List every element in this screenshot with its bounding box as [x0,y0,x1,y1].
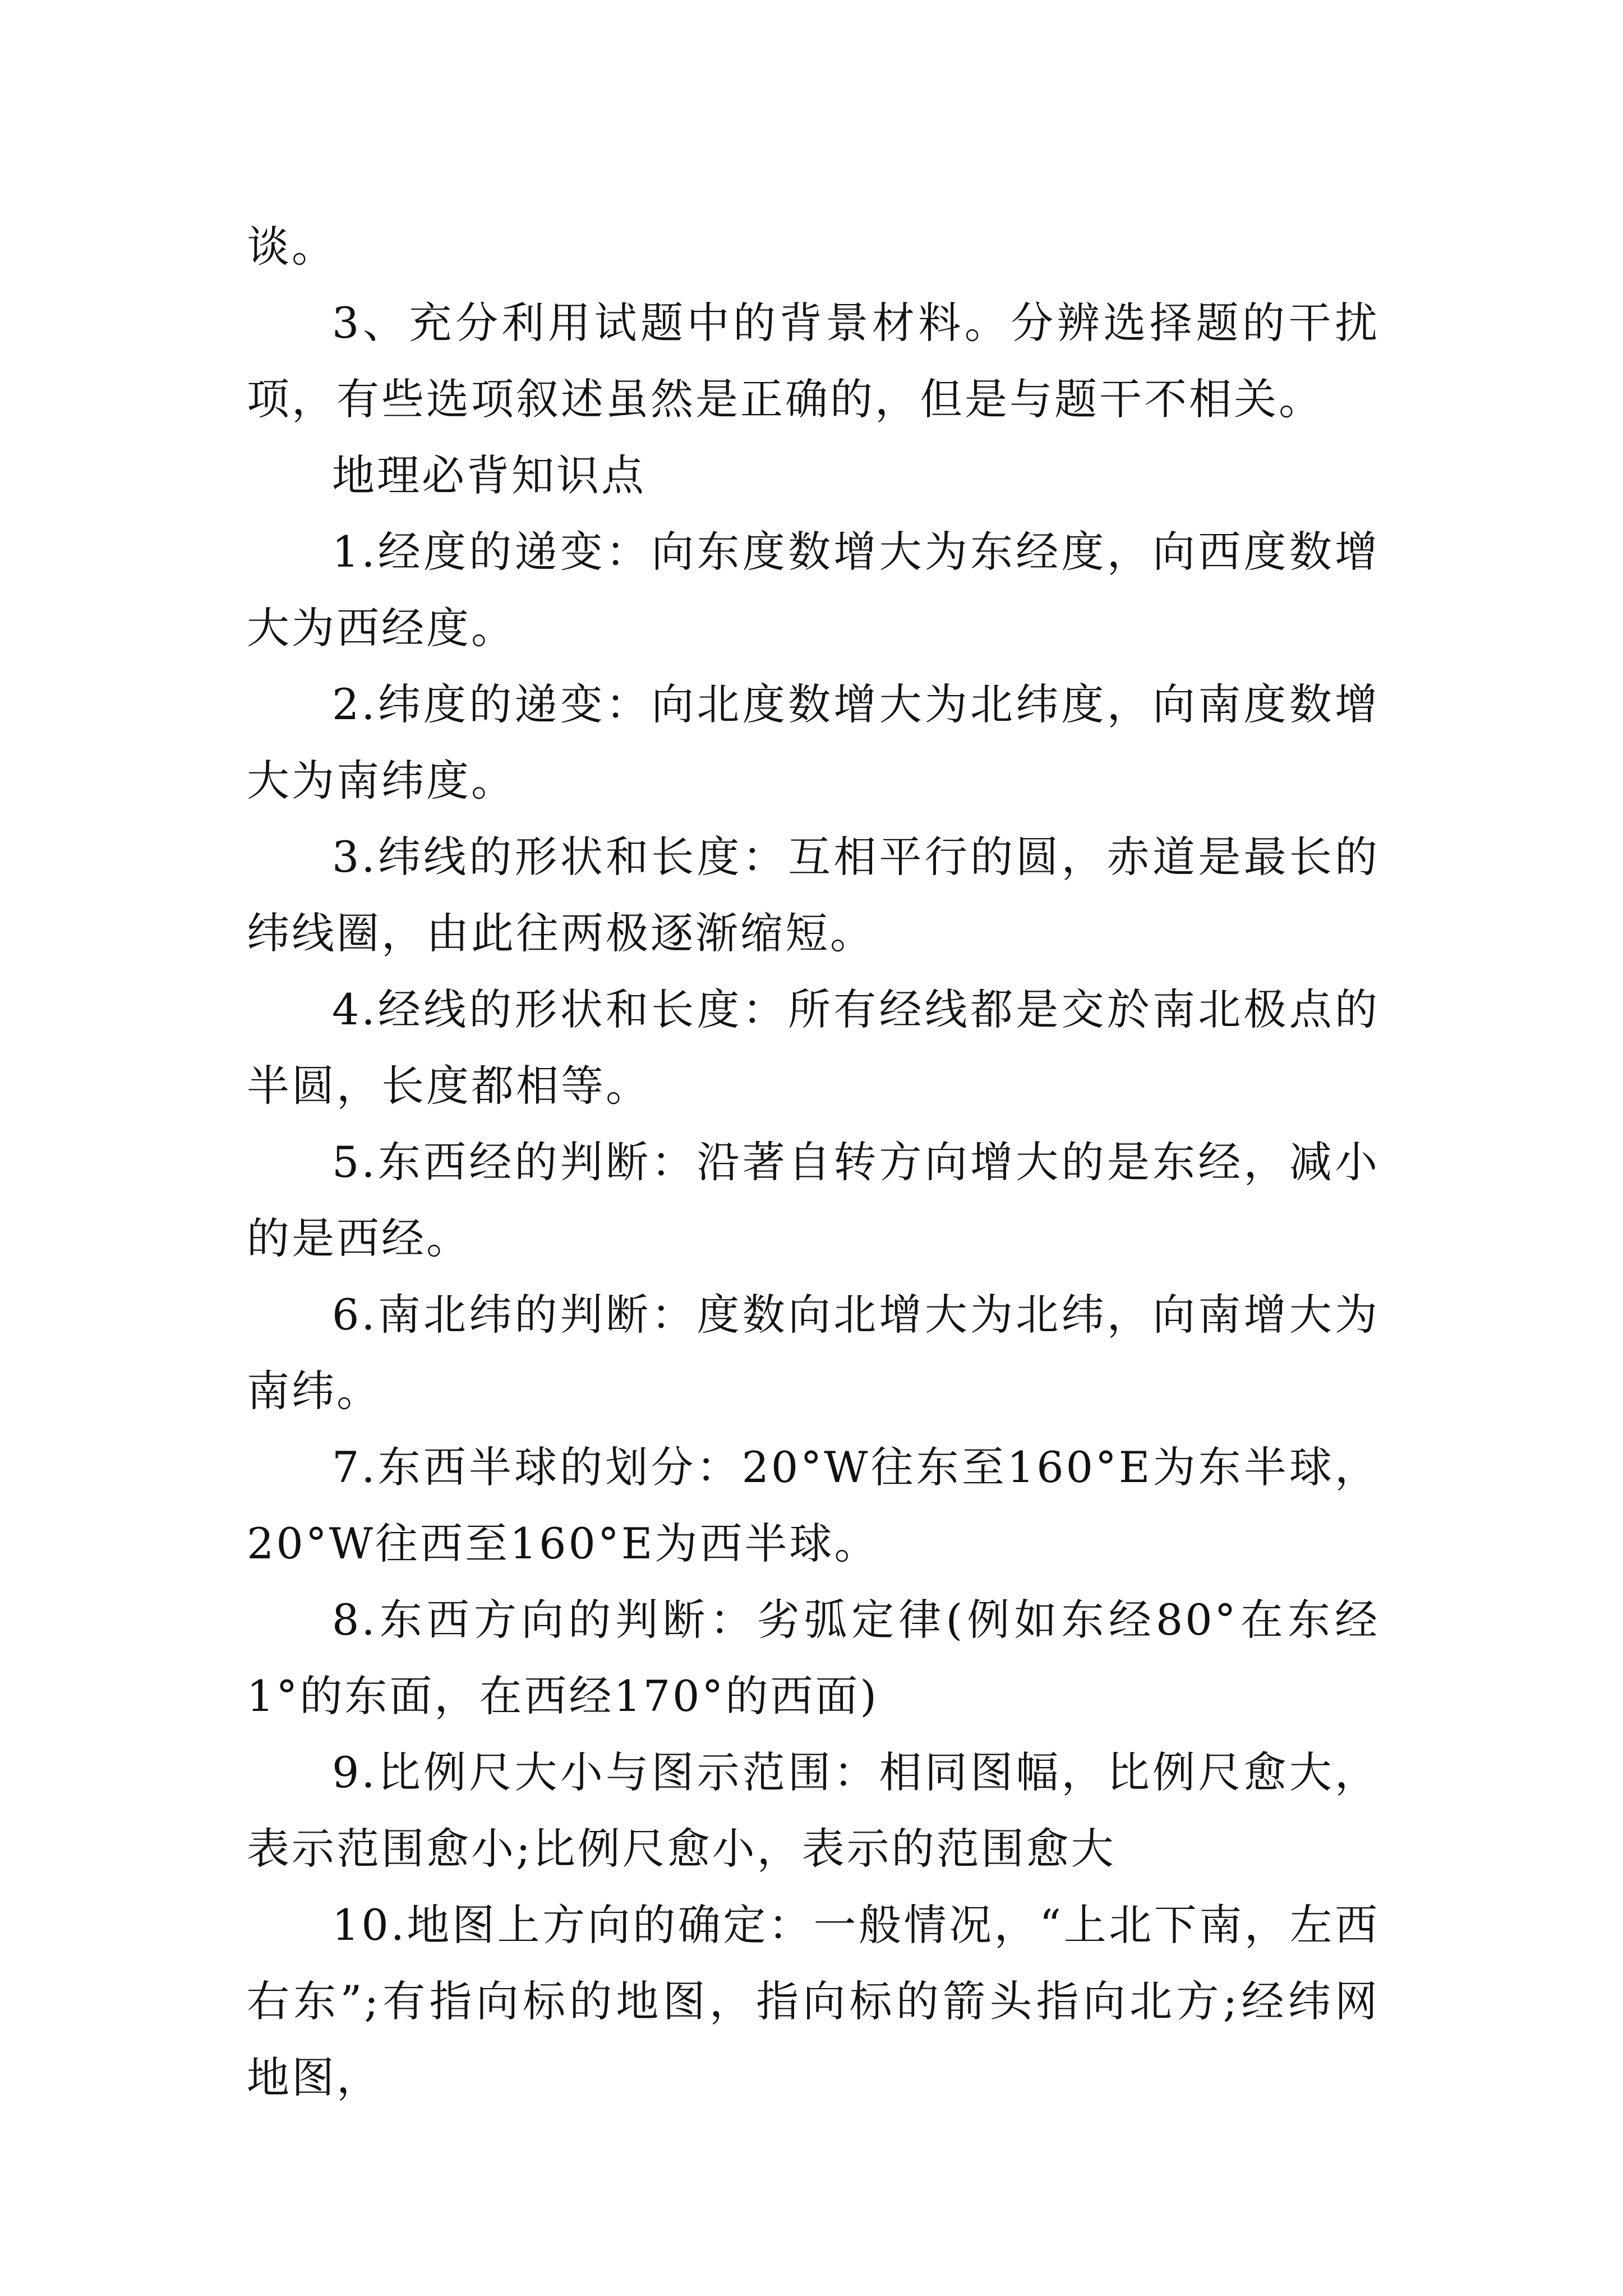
knowledge-point-7: 7.东西半球的划分：20°W往东至160°E为东半球，20°W往西至160°E为西半球。 [247,1442,1380,1568]
knowledge-point-2: 2.纬度的递变：向北度数增大为北纬度，向南度数增大为南纬度。 [247,679,1380,806]
section-heading: 地理必背知识点 [332,450,646,500]
paragraph-continuation: 谈。 [247,222,336,272]
knowledge-point-6: 6.南北纬的判断：度数向北增大为北纬，向南增大为南纬。 [247,1290,1380,1416]
knowledge-point-10: 10.地图上方向的确定：一般情况，“上北下南，左西右东”;有指向标的地图，指向标的箭头指向北方;经纬网地图， [247,1900,1380,2102]
knowledge-point-9: 9.比例尺大小与图示范围：相同图幅，比例尺愈大，表示范围愈小;比例尺愈小，表示的范围愈大 [247,1747,1380,1874]
knowledge-point-8: 8.东西方向的判断：劣弧定律(例如东经80°在东经1°的东面，在西经170°的西面) [247,1595,1380,1721]
knowledge-point-4: 4.经线的形状和长度：所有经线都是交於南北极点的半圆，长度都相等。 [247,984,1380,1111]
knowledge-point-5: 5.东西经的判断：沿著自转方向增大的是东经，减小的是西经。 [247,1137,1380,1263]
knowledge-point-1: 1.经度的递变：向东度数增大为东经度，向西度数增大为西经度。 [247,527,1380,653]
document-body [247,209,1380,2116]
paragraph-tip-3: 3、充分利用试题中的背景材料。分辨选择题的干扰项，有些选项叙述虽然是正确的，但是与题干不相关。 [247,298,1380,424]
knowledge-point-3: 3.纬线的形状和长度：互相平行的圆，赤道是最长的纬线圈，由此往两极逐渐缩短。 [247,832,1380,958]
